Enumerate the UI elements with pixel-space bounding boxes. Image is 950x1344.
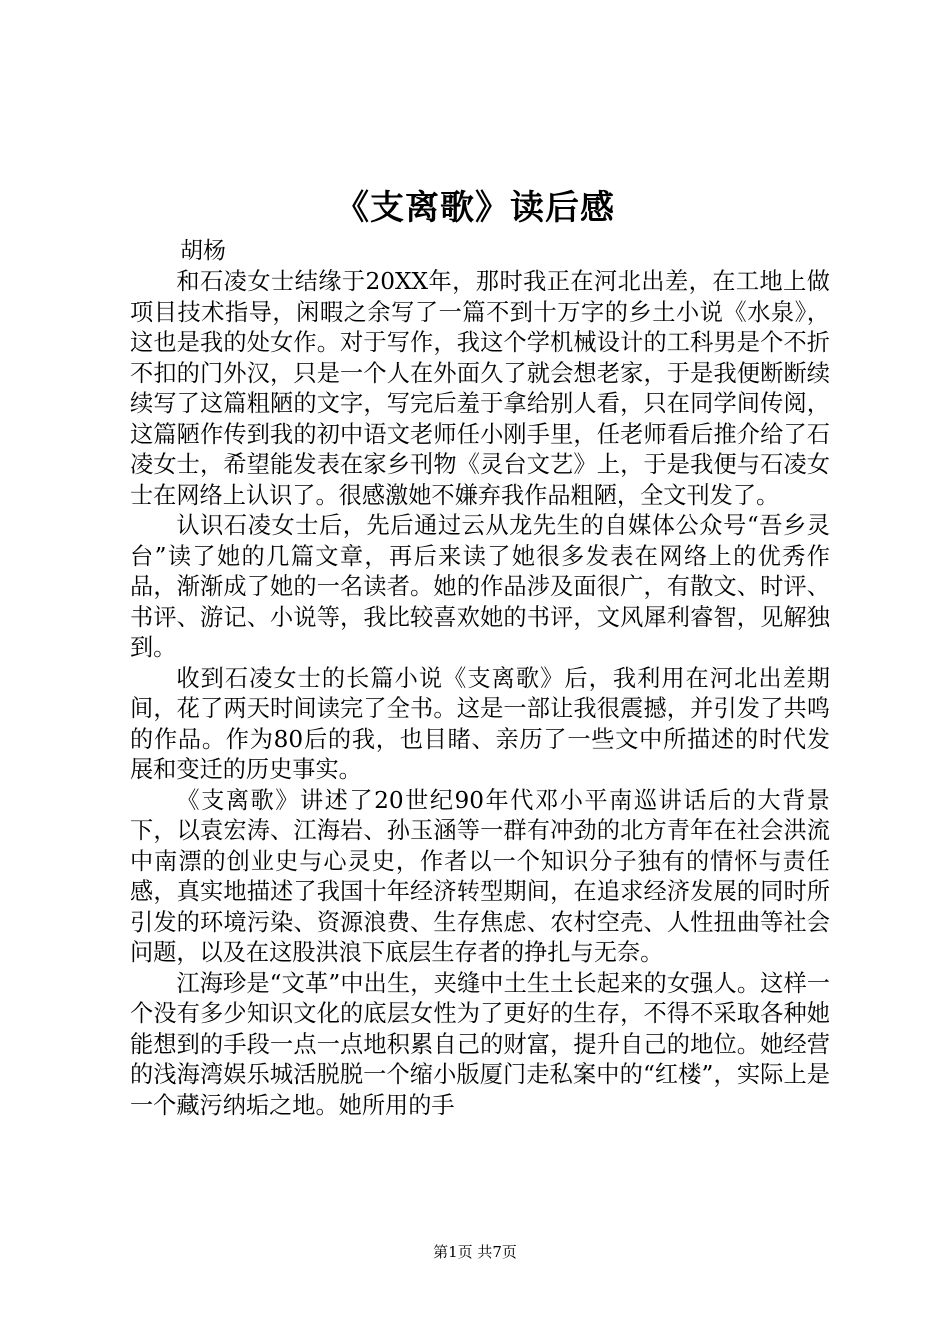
page-footer: 第1页 共7页 [433, 1243, 517, 1261]
document-body [130, 267, 830, 1121]
paragraph-4: 《支离歌》讲述了20世纪90年代邓小平南巡讲话后的大背景下，以袁宏涛、江海岩、孙玉涵等一群有冲劲的北方青年在社会洪流中南漂的创业史与心灵史，作者以一个知识分子独有的情怀与责任感，真实地描述了我国十年经济转型期间，在追求经济发展的同时所引发的环境污染、资源浪费、生存焦虑、农村空壳、人性扭曲等社会问题，以及在这股洪浪下底层生存者的挣扎与无奈。 [130, 786, 830, 966]
paragraph-1: 和石凌女士结缘于20XX年，那时我正在河北出差，在工地上做项目技术指导，闲暇之余写了一篇不到十万字的乡土小说《水泉》，这也是我的处女作。对于写作，我这个学机械设计的工科男是个不折不扣的门外汉，只是一个人在外面久了就会想老家，于是我便断断续续写了这篇粗陋的文字，写完后羞于拿给别人看，只在同学间传阅，这篇陋作传到我的初中语文老师任小刚手里，任老师看后推介给了石凌女士，希望能发表在家乡刊物《灵台文艺》上，于是我便与石凌女士在网络上认识了。很感激她不嫌弃我作品粗陋，全文刊发了。 [130, 268, 830, 509]
paragraph-5: 江海珍是“文革”中出生，夹缝中土生土长起来的女强人。这样一个没有多少知识文化的底层女性为了更好的生存，不得不采取各种她能想到的手段一点一点地积累自己的财富，提升自己的地位。她经营的浅海湾娱乐城活脱脱一个缩小版厦门走私案中的“红楼”，实际上是一个藏污纳垢之地。她所用的手 [130, 969, 830, 1119]
document-title: 《支离歌》读后感 [335, 188, 615, 228]
paragraph-3: 收到石凌女士的长篇小说《支离歌》后，我利用在河北出差期间，花了两天时间读完了全书。这是一部让我很震撼，并引发了共鸣的作品。作为80后的我，也目睹、亲历了一些文中所描述的时代发展和变迁的历史事实。 [130, 664, 830, 783]
paragraph-2: 认识石凌女士后，先后通过云从龙先生的自媒体公众号“吾乡灵台”读了她的几篇文章，再后来读了她很多发表在网络上的优秀作品，渐渐成了她的一名读者。她的作品涉及面很广，有散文、时评、书评、游记、小说等，我比较喜欢她的书评，文风犀利睿智，见解独到。 [130, 512, 830, 661]
author-name: 胡杨 [180, 238, 226, 264]
